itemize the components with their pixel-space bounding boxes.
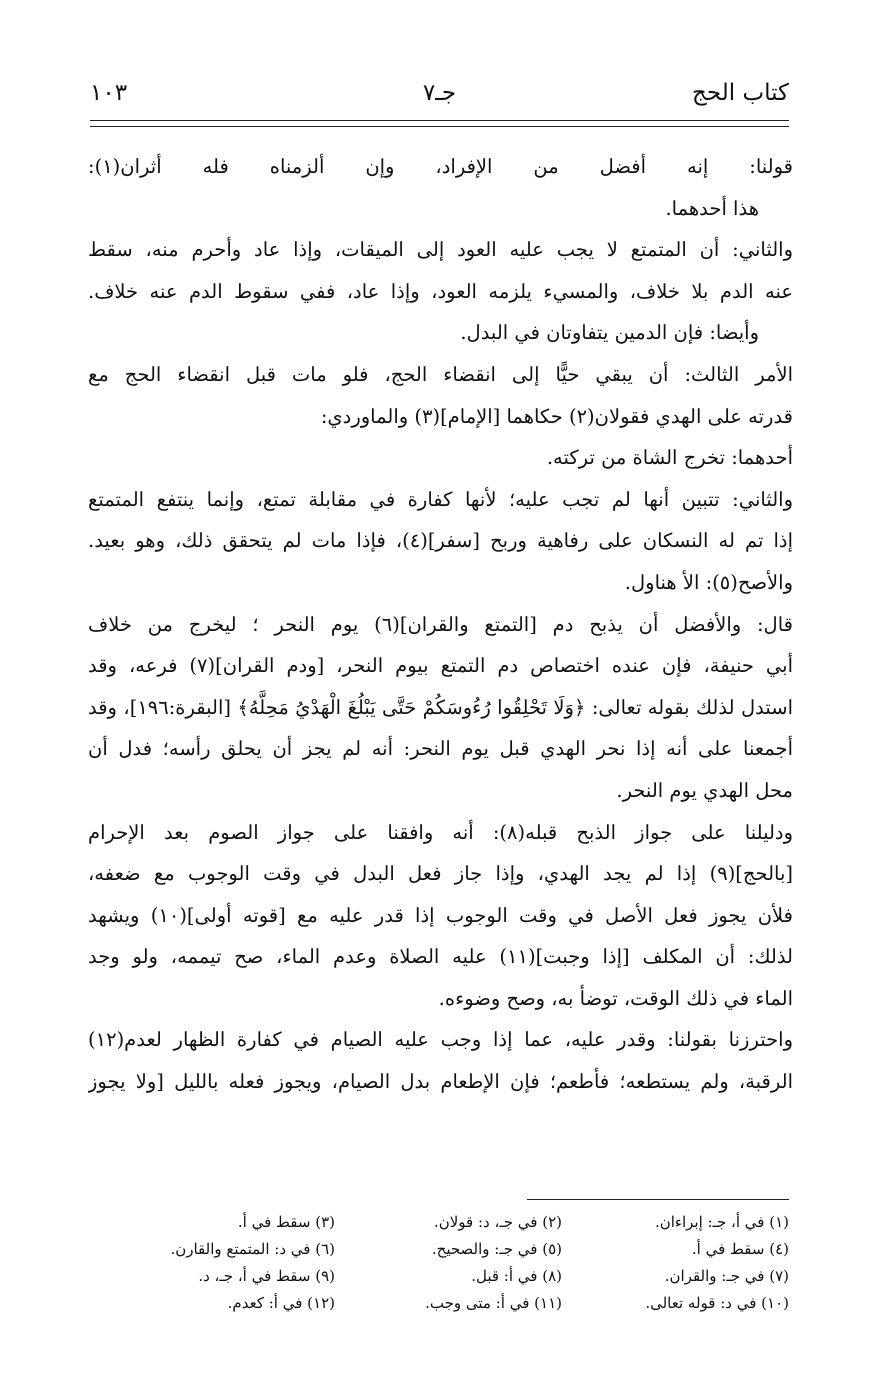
running-header bbox=[90, 78, 789, 118]
footnote: (١٢) في أ: كعدم. bbox=[227, 1294, 335, 1312]
footnote-separator bbox=[527, 1199, 789, 1200]
text-line: لذلك: أن المكلف [إذا وجبت](١١) عليه الصلاة وعدم الماء، صح تيممه، ولو وجد bbox=[88, 945, 793, 969]
footnote: (٣) سقط في أ. bbox=[237, 1213, 335, 1231]
text-line: استدل لذلك بقوله تعالى: ﴿وَلَا تَحْلِقُوا رُءُوسَكُمْ حَتَّى يَبْلُغَ الْهَدْيُ مَحِلَّهُ﴾ [البقرة:١٩٦]، وقد bbox=[88, 695, 793, 719]
text-line: [بالحج](٩) إذا لم يجد الهدي، وإذا جاز فعل البدل في وقت الوجوب مع ضعفه، bbox=[88, 862, 793, 886]
footnote: (٧) في جـ: والقران. bbox=[664, 1267, 789, 1285]
text-line: عنه الدم بلا خلاف، والمسيء يلزمه العود، وإذا عاد، ففي سقوط الدم عنه خلاف. bbox=[88, 279, 793, 303]
text-line: فلأن يجوز فعل الأصل في وقت الوجوب إذا قدر عليه مع [قوته أولى](١٠) ويشهد bbox=[88, 903, 793, 927]
text-line: واحترزنا بقولنا: وقدر عليه، عما إذا وجب عليه الصيام في كفارة الظهار لعدم(١٢) bbox=[88, 1028, 793, 1052]
footnote: (٦) في د: المتمتع والقارن. bbox=[170, 1240, 335, 1258]
text-line: أجمعنا على أنه إذا نحر الهدي قبل يوم النحر: أنه لم يجز أن يحلق رأسه؛ فدل أن bbox=[88, 737, 793, 761]
text-line: قولنا: إنه أفضل من الإفراد، وإن ألزمناه فله أثران(١): bbox=[88, 155, 793, 178]
footnote: (١١) في أ: متى وجب. bbox=[425, 1294, 562, 1312]
footnote: (٤) سقط في أ. bbox=[691, 1240, 789, 1258]
text-line: إذا تم له النسكان على رفاهية وربح [سفر](٤)، فإذا مات لم يتحقق ذلك، وهو بعيد. bbox=[88, 529, 793, 553]
text-line: قدرته على الهدي فقولان(٢) حكاهما [الإمام](٣) والماوردي: bbox=[320, 404, 793, 428]
volume-label: جـ٧ bbox=[422, 80, 457, 106]
text-line: أحدهما: تخرج الشاة من تركته. bbox=[546, 446, 793, 470]
text-line: الأمر الثالث: أن يبقي حيًّا إلى انقضاء الحج، فلو مات قبل انقضاء الحج مع bbox=[88, 362, 793, 386]
footnote: (٨) في أ: قبل. bbox=[471, 1267, 562, 1285]
footnote: (١) في أ، جـ: إبراءان. bbox=[654, 1213, 789, 1231]
main-text bbox=[88, 146, 793, 1103]
text-line: والأصح(٥): الأ هناول. bbox=[624, 570, 793, 594]
text-line: أبي حنيفة، فإن عنده اختصاص دم التمتع بيوم النحر، [ودم القران](٧) فرعه، وقد bbox=[88, 654, 793, 678]
text-line: الرقبة، ولم يستطعه؛ فأطعم؛ فإن الإطعام بدل الصيام، ويجوز فعله بالليل [ولا يجوز bbox=[88, 1070, 793, 1094]
footnote: (١٠) في د: قوله تعالى. bbox=[645, 1294, 789, 1312]
footnotes bbox=[90, 1209, 789, 1317]
text-line: والثاني: تتبين أنها لم تجب عليه؛ لأنها كفارة في مقابلة تمتع، وإنما ينتفع المتمتع bbox=[88, 487, 793, 511]
text-line: قال: والأفضل أن يذبح دم [التمتع والقران](٦) يوم النحر ؛ ليخرج من خلاف bbox=[88, 612, 793, 636]
text-line: والثاني: أن المتمتع لا يجب عليه العود إلى الميقات، وإذا عاد وأحرم منه، سقط bbox=[88, 238, 793, 262]
text-line: هذا أحدهما. bbox=[665, 196, 759, 220]
header-rule-thin bbox=[90, 126, 789, 127]
text-line: محل الهدي يوم النحر. bbox=[616, 778, 793, 802]
book-title: كتاب الحج bbox=[692, 80, 789, 106]
page-number: ١٠٣ bbox=[90, 80, 128, 106]
footnote: (٢) في جـ، د: قولان. bbox=[433, 1213, 562, 1231]
footnote: (٥) في جـ: والصحيح. bbox=[431, 1240, 562, 1258]
text-line: الماء في ذلك الوقت، توضأ به، وصح وضوءه. bbox=[438, 986, 793, 1010]
header-rule bbox=[90, 120, 789, 121]
text-line: وأيضا: فإن الدمين يتفاوتان في البدل. bbox=[460, 321, 759, 345]
text-line: ودليلنا على جواز الذبح قبله(٨): أنه وافقنا على جواز الصوم بعد الإحرام bbox=[88, 820, 793, 844]
footnote: (٩) سقط في أ، جـ، د. bbox=[198, 1267, 335, 1285]
